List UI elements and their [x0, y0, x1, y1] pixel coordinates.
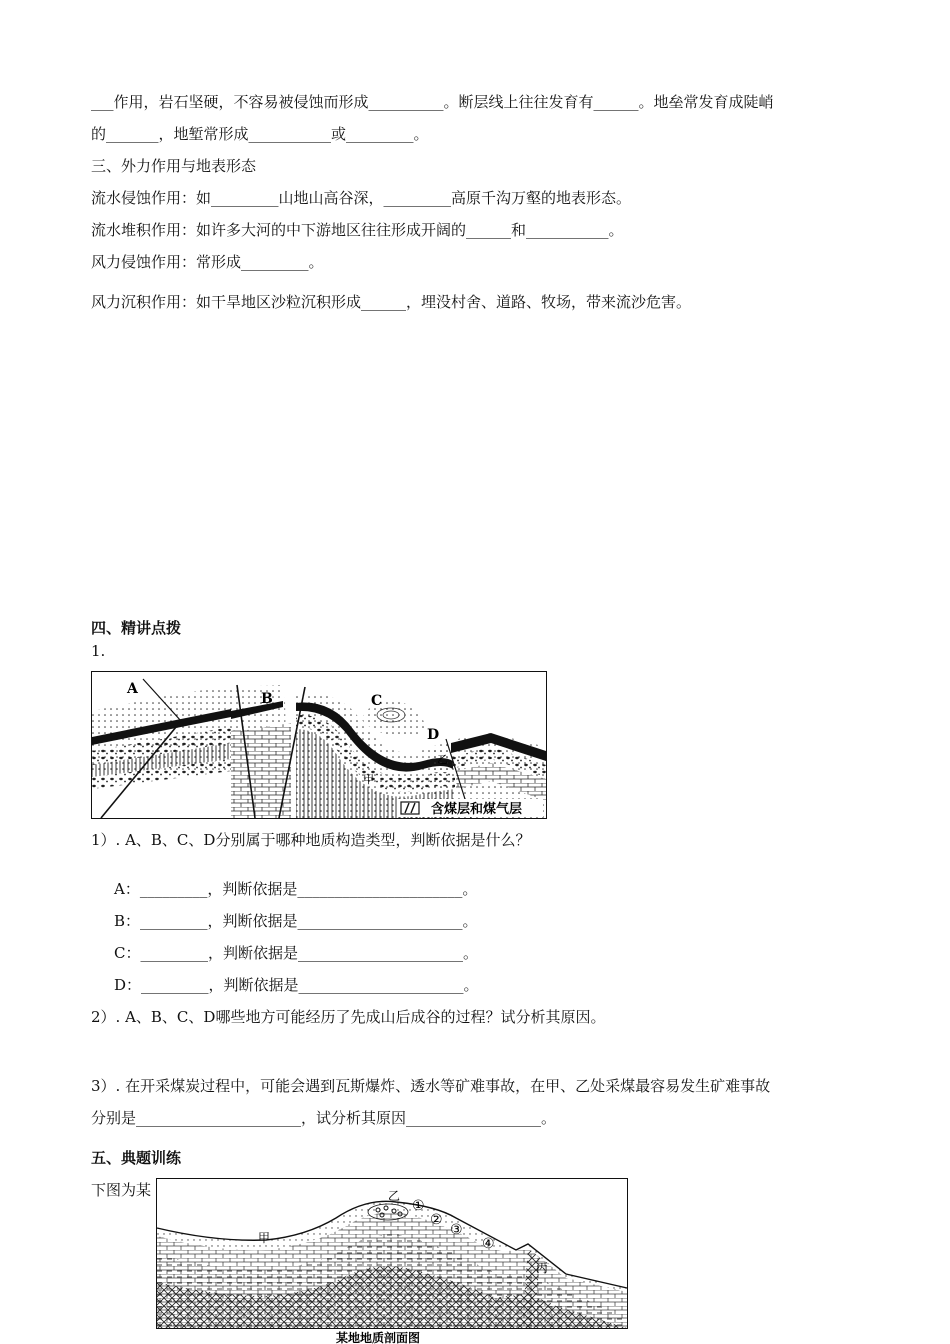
marker-2: ② [430, 1212, 443, 1228]
question-2: 2）. A、B、C、D哪些地方可能经历了先成山后成谷的过程？试分析其原因。 [91, 1008, 606, 1026]
answer-line-d: D：_________，判断依据是______________________。 [114, 976, 479, 994]
text-line-1: ___作用，岩石坚硬，不容易被侵蚀而形成__________。断层线上往往发育有______。地垒常发育成陡峭 [91, 93, 774, 111]
answer-line-b: B：_________，判断依据是______________________。 [114, 912, 478, 930]
legend-label: 含煤层和煤气层 [431, 802, 523, 817]
question-1: 1）. A、B、C、D分别属于哪种地质构造类型，判断依据是什么？ [91, 831, 531, 849]
label-jia-2: 甲 [258, 1231, 271, 1245]
geology-figure-1 [91, 671, 547, 819]
section-5-heading: 五、典题训练 [91, 1149, 182, 1167]
label-d: D [427, 727, 440, 743]
geology-figure-2 [156, 1178, 628, 1344]
label-yi-2: 乙 [388, 1189, 401, 1203]
figure-2-caption: 某地地质剖面图 [336, 1331, 421, 1344]
label-a: A [127, 681, 138, 697]
text-line-wind-deposition: 风力沉积作用：如干旱地区沙粒沉积形成______，埋没村舍、道路、牧场，带来流沙危害。 [91, 293, 692, 311]
section-4-heading: 四、精讲点拨 [91, 619, 182, 637]
marker-1: ① [412, 1198, 425, 1214]
question-number: 1. [91, 642, 106, 660]
answer-line-c: C：_________，判断依据是______________________。 [114, 944, 478, 962]
label-c: C [371, 693, 383, 709]
marker-4: ④ [482, 1236, 495, 1252]
label-yi: 乙 [437, 753, 448, 766]
legend-swatch [401, 802, 419, 814]
label-jia: 甲 [363, 773, 374, 786]
label-bing: 丙 [536, 1261, 549, 1275]
text-line-2: 的_______，地堑常形成___________或_________。 [91, 125, 429, 143]
label-b: B [261, 691, 273, 707]
text-line-wind-erosion: 风力侵蚀作用：常形成_________。 [91, 253, 324, 271]
answer-line-a: A：_________，判断依据是______________________。 [114, 880, 478, 898]
marker-3: ③ [450, 1222, 463, 1238]
question-3-line-1: 3）. 在开采煤炭过程中，可能会遇到瓦斯爆炸、透水等矿难事故，在甲、乙处采煤最容易发生矿难事故 [91, 1077, 771, 1095]
section-5-intro: 下图为某 [91, 1181, 152, 1199]
question-3-line-2: 分别是______________________，试分析其原因__________________。 [91, 1109, 557, 1127]
text-line-water-erosion: 流水侵蚀作用：如_________山地山高谷深，_________高原千沟万壑的地表形态。 [91, 189, 632, 207]
text-line-water-deposition: 流水堆积作用：如许多大河的中下游地区往往形成开阔的______和___________。 [91, 221, 624, 239]
section-3-heading: 三、外力作用与地表形态 [91, 157, 257, 175]
